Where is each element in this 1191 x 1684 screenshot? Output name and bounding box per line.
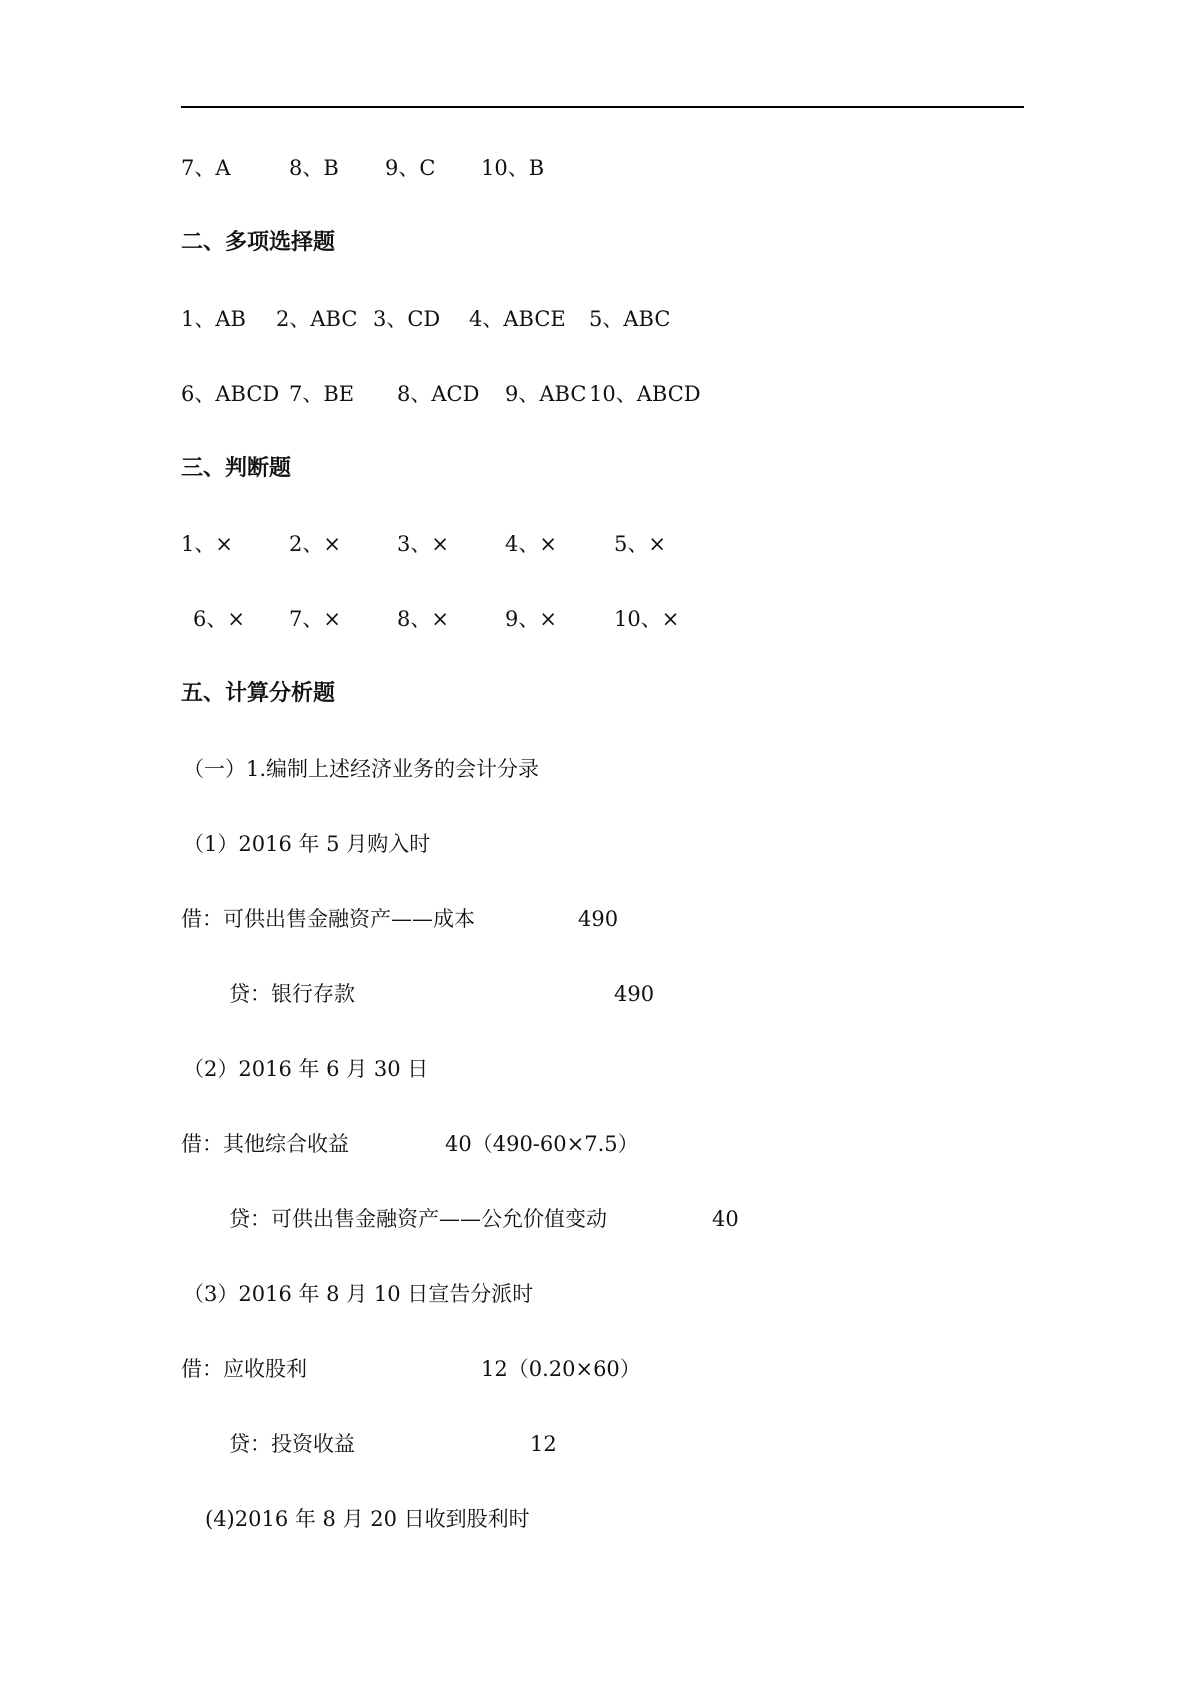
step-heading: （1）2016 年 5 月购入时 [183,832,431,856]
step-heading: (4)2016 年 8 月 20 日收到股利时 [205,1507,530,1531]
answer-row-true-false-1 [0,529,1191,559]
answer-item: 8、ACD [397,382,480,406]
journal-entry-debit [0,1129,1191,1159]
answer-item: 9、ABC [505,382,587,406]
debit-amount: 490 [578,907,619,931]
answer-item: 4、ABCE [469,307,566,331]
answer-item: 7、× [289,607,341,631]
step-heading: （3）2016 年 8 月 10 日宣告分派时 [183,1282,534,1306]
section-heading-multiple-choice: 二、多项选择题 [181,230,336,255]
answer-row-single-choice [0,153,1191,183]
answer-item: 2、ABC [276,307,358,331]
journal-entry-credit [0,1429,1191,1459]
journal-entry-credit [0,979,1191,1009]
answer-item: 7、A [181,156,231,180]
answer-item: 5、× [614,532,666,556]
credit-amount: 12 [530,1432,557,1456]
journal-entry-debit [0,904,1191,934]
debit-account: 借：可供出售金融资产——成本 [181,907,475,931]
answer-item: 10、ABCD [589,382,701,406]
answer-item: 5、ABC [589,307,671,331]
journal-entry-credit [0,1204,1191,1234]
answer-item: 2、× [289,532,341,556]
answer-row-multiple-choice-1 [0,304,1191,334]
answer-item: 10、× [614,607,680,631]
answer-item: 3、× [397,532,449,556]
answer-item: 6、× [193,607,245,631]
debit-amount: 40（490-60×7.5） [445,1132,639,1156]
credit-account: 贷：投资收益 [229,1432,355,1456]
answer-item: 7、BE [289,382,355,406]
answer-item: 1、× [181,532,233,556]
answer-item: 1、AB [181,307,246,331]
header-rule [181,106,1024,108]
step-heading: （2）2016 年 6 月 30 日 [183,1057,429,1081]
credit-account: 贷：银行存款 [229,982,355,1006]
debit-account: 借：其他综合收益 [181,1132,349,1156]
answer-item: 9、C [385,156,436,180]
debit-account: 借：应收股利 [181,1357,307,1381]
answer-row-true-false-2 [0,604,1191,634]
answer-item: 4、× [505,532,557,556]
journal-entry-debit [0,1354,1191,1384]
question-intro: （一）1.编制上述经济业务的会计分录 [183,757,540,781]
answer-item: 6、ABCD [181,382,280,406]
credit-amount: 40 [712,1207,739,1231]
answer-item: 8、× [397,607,449,631]
credit-account: 贷：可供出售金融资产——公允价值变动 [229,1207,607,1231]
answer-item: 10、B [481,156,545,180]
debit-amount: 12（0.20×60） [481,1357,641,1381]
answer-item: 9、× [505,607,557,631]
answer-item: 8、B [289,156,339,180]
answer-row-multiple-choice-2 [0,379,1191,409]
credit-amount: 490 [614,982,655,1006]
section-heading-calculation: 五、计算分析题 [181,681,336,706]
section-heading-true-false: 三、判断题 [181,456,292,481]
answer-item: 3、CD [373,307,441,331]
